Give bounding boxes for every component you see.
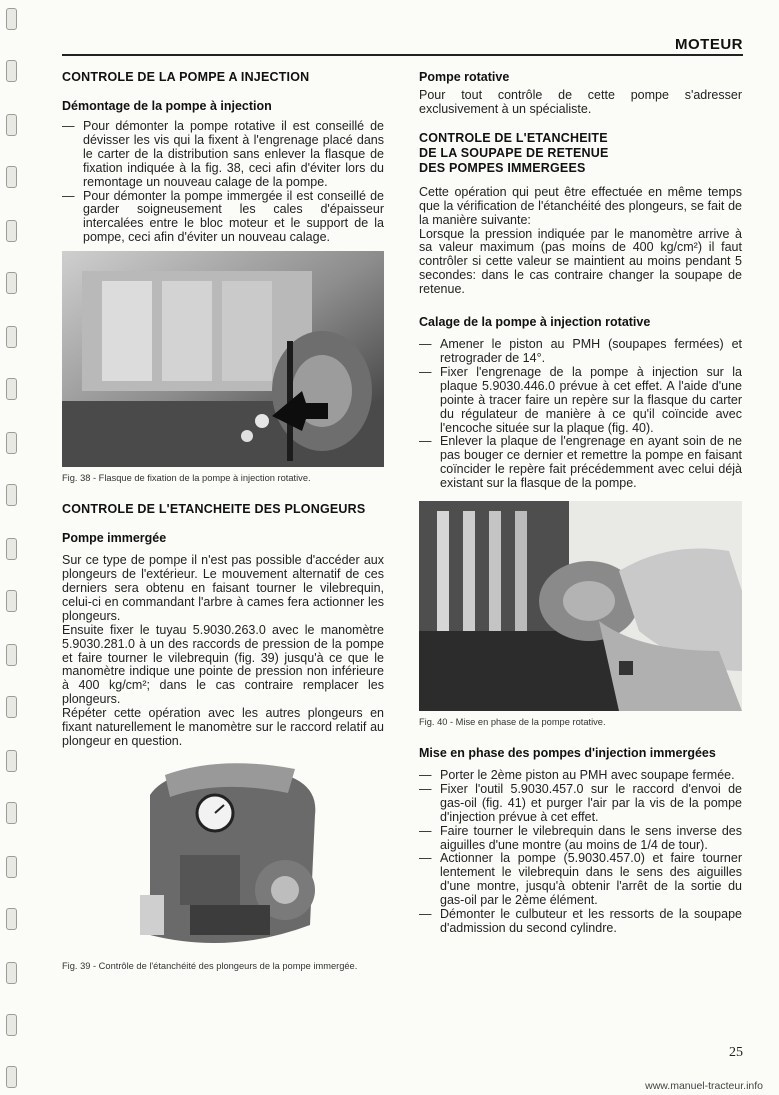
figure-38-caption: Fig. 38 - Flasque de fixation de la pompe à injection rotative. [62, 473, 311, 484]
section-header: MOTEUR [675, 36, 743, 53]
list-item: — Fixer l'outil 5.9030.457.0 sur le raccord d'envoi de gas-oil (fig. 41) et purger l'air par la vis de la pompe d'injection prévue à cet effet. [419, 783, 742, 825]
header-rule [62, 54, 743, 56]
binder-hole [6, 644, 17, 666]
binder-hole [6, 326, 17, 348]
binder-hole [6, 538, 17, 560]
list-item: — Démonter le culbuteur et les ressorts de la soupape d'admission du second cylindre. [419, 908, 742, 936]
paragraph: Répéter cette opération avec les autres plongeurs en fixant naturellement le manomètre sur le raccord relatif au plongeur en question. [62, 706, 384, 748]
paragraph: Sur ce type de pompe il n'est pas possible d'accéder aux plongeurs de l'extérieur. Le mouvement alternatif de ces derniers sera obtenu en faisant tourner le vilebrequin, celui-ci en commandant l'arbre à cames fera actionner les plongeurs. [62, 553, 384, 623]
binder-hole [6, 220, 17, 242]
disassembly-list [62, 120, 384, 245]
subtitle-rotary-pump: Pompe rotative [419, 70, 510, 84]
section-title-check-valve [419, 131, 742, 176]
binder-hole [6, 8, 17, 30]
paragraph: Lorsque la pression indiquée par le manomètre arrive à sa valeur maximum (pas moins de 400 kg/cm²) il faut contrôler si cette valeur se maintient au moins pendant 5 secondes: dans le cas contraire changer la soupape de retenue. [419, 226, 742, 297]
subtitle-immersed-timing: Mise en phase des pompes d'injection immergées [419, 746, 716, 761]
left-column [62, 70, 384, 972]
section-title-plunger-seal: CONTROLE DE L'ETANCHEITE DES PLONGEURS [62, 502, 366, 517]
timing-list [419, 338, 742, 491]
figure-40-caption: Fig. 40 - Mise en phase de la pompe rotative. [419, 717, 606, 728]
paragraph: Cette opération qui peut être effectuée en même temps que la vérification de l'étanchéité des plongeurs, se fait de la manière suivante: [419, 184, 742, 227]
binder-hole [6, 1066, 17, 1088]
binder-hole [6, 908, 17, 930]
list-item: — Porter le 2ème piston au PMH avec soupape fermée. [419, 769, 742, 783]
binder-hole [6, 166, 17, 188]
title-line: CONTROLE DE L'ETANCHEITE [419, 130, 608, 145]
binder-hole [6, 1014, 17, 1036]
list-item: — Pour démonter la pompe immergée il est conseillé de garder soigneusement les cales d'épaisseur intercalées entre le bloc moteur et le support de la pompe, ceci afin d'éviter un nouveau calage. [62, 190, 384, 246]
binder-hole [6, 378, 17, 400]
binder-hole [6, 60, 17, 82]
list-item: — Actionner la pompe (5.9030.457.0) et faire tourner lentement le vilebrequin dans le sens des aiguilles d'une montre, jusqu'à obtenir l'arrêt de la sortie du gas-oil par le 2ème élément. [419, 852, 742, 908]
binder-hole [6, 696, 17, 718]
subtitle-immersed-pump: Pompe immergée [62, 531, 167, 546]
paragraph: Ensuite fixer le tuyau 5.9030.263.0 avec le manomètre 5.9030.281.0 à un des raccords de pression de la pompe et faire tourner le vilebrequin (fig. 39) jusqu'à ce que le manomètre indique une pointe de pression non inférieure à 400 kg/cm²; dans le cas contraire remplacer les plongeurs. [62, 622, 384, 707]
binder-hole [6, 802, 17, 824]
paragraph: Pour tout contrôle de cette pompe s'adresser exclusivement à un spécialiste. [419, 88, 742, 116]
binder-hole [6, 114, 17, 136]
subtitle-rotary-timing: Calage de la pompe à injection rotative [419, 315, 651, 330]
figure-40-photo [419, 501, 742, 711]
figure-39-caption: Fig. 39 - Contrôle de l'étanchéité des plongeurs de la pompe immergée. [62, 960, 358, 971]
list-item: — Pour démonter la pompe rotative il est conseillé de dévisser les vis qui la fixent à l'engrenage placé dans le carter de la distribution sans enlever la flasque de fixation indiquée à la fig. 38, ceci afin d'éviter lors du remontage un nouveau calage de la pompe. [62, 120, 384, 190]
binder-hole [6, 432, 17, 454]
binder-holes [6, 0, 20, 1095]
binder-hole [6, 750, 17, 772]
binder-hole [6, 484, 17, 506]
section-title-injection-pump: CONTROLE DE LA POMPE A INJECTION [62, 70, 310, 84]
binder-hole [6, 962, 17, 984]
title-line: DE LA SOUPAPE DE RETENUE [419, 145, 609, 160]
binder-hole [6, 856, 17, 878]
list-item: — Fixer l'engrenage de la pompe à injection sur la plaque 5.9030.446.0 prévue à cet effet. A l'aide d'une pointe à tracer faire un repère sur la flasque du carter du régulateur de manière à ce qu'il coïncide avec l'encoche située sur la plaque (fig. 40). [419, 366, 742, 436]
watermark-url: www.manuel-tracteur.info [645, 1080, 763, 1092]
phase-list [419, 769, 742, 936]
title-line: DES POMPES IMMERGEES [419, 160, 586, 175]
page-number: 25 [729, 1045, 743, 1060]
binder-hole [6, 590, 17, 612]
list-item: — Enlever la plaque de l'engrenage en ayant soin de ne pas bouger ce dernier et remettre la pompe en faisant coïncider le repère fait précédemment avec celui déjà existant sur la flasque de la pompe. [419, 435, 742, 491]
figure-39-photo [110, 755, 350, 955]
list-item: — Faire tourner le vilebrequin dans le sens inverse des aiguilles d'une montre (au moins de 1/4 de tour). [419, 825, 742, 853]
right-column [419, 70, 742, 936]
binder-hole [6, 272, 17, 294]
figure-38-photo [62, 251, 384, 467]
subtitle-disassembly: Démontage de la pompe à injection [62, 99, 272, 113]
list-item: — Amener le piston au PMH (soupapes fermées) et retrograder de 14°. [419, 338, 742, 366]
